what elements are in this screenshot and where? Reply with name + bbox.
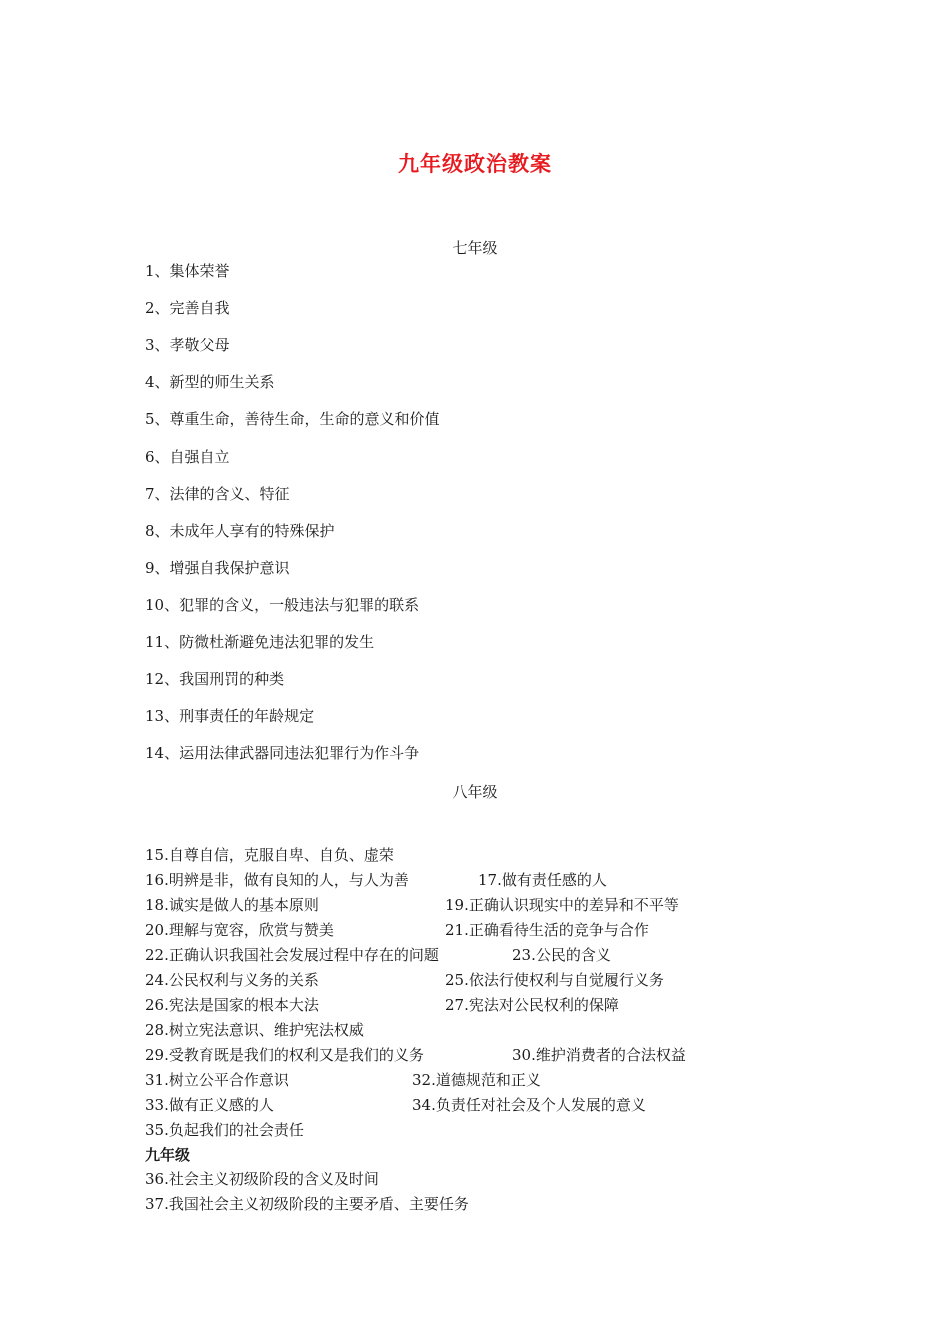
grade8-item: 26.宪法是国家的根本大法 bbox=[145, 996, 319, 1014]
grade7-item: 11、防微杜渐避免违法犯罪的发生 bbox=[145, 633, 375, 651]
grade8-item: 19.正确认识现实中的差异和不平等 bbox=[445, 896, 679, 914]
grade8-item: 34.负责任对社会及个人发展的意义 bbox=[412, 1096, 646, 1114]
grade8-heading: 八年级 bbox=[452, 783, 498, 801]
grade7-item: 10、犯罪的含义，一般违法与犯罪的联系 bbox=[145, 595, 420, 614]
grade8-item: 15.自尊自信，克服自卑、自负、虚荣 bbox=[145, 846, 394, 864]
grade7-item: 8、未成年人享有的特殊保护 bbox=[145, 521, 335, 540]
grade7-item: 1、集体荣誉 bbox=[145, 262, 230, 280]
grade9-item: 37.我国社会主义初级阶段的主要矛盾、主要任务 bbox=[145, 1195, 469, 1213]
grade7-item: 12、我国刑罚的种类 bbox=[145, 670, 285, 689]
grade8-item: 35.负起我们的社会责任 bbox=[145, 1121, 304, 1139]
grade7-item: 4、新型的师生关系 bbox=[145, 373, 275, 392]
grade8-item: 33.做有正义感的人 bbox=[145, 1096, 274, 1114]
grade9-item: 36.社会主义初级阶段的含义及时间 bbox=[145, 1170, 379, 1188]
grade9-heading: 九年级 bbox=[145, 1146, 191, 1164]
grade7-item: 13、刑事责任的年龄规定 bbox=[145, 707, 315, 726]
grade8-item: 31.树立公平合作意识 bbox=[145, 1071, 289, 1089]
grade7-item: 14、运用法律武器同违法犯罪行为作斗争 bbox=[145, 744, 420, 763]
grade8-item: 27.宪法对公民权利的保障 bbox=[445, 996, 619, 1014]
grade8-item: 17.做有责任感的人 bbox=[478, 871, 607, 889]
grade8-item: 30.维护消费者的合法权益 bbox=[512, 1046, 686, 1064]
grade7-heading: 七年级 bbox=[452, 239, 498, 257]
grade7-item: 3、孝敬父母 bbox=[145, 336, 230, 355]
grade8-item: 21.正确看待生活的竞争与合作 bbox=[445, 921, 649, 939]
grade8-item: 20.理解与宽容，欣赏与赞美 bbox=[145, 921, 334, 939]
document-title: 九年级政治教案 bbox=[398, 152, 552, 176]
grade7-item: 5、尊重生命，善待生命，生命的意义和价值 bbox=[145, 410, 440, 429]
grade8-item: 22.正确认识我国社会发展过程中存在的问题 bbox=[145, 946, 439, 964]
grade7-item: 6、自强自立 bbox=[145, 447, 230, 466]
grade8-item: 24.公民权利与义务的关系 bbox=[145, 971, 319, 989]
grade8-item: 29.受教育既是我们的权利又是我们的义务 bbox=[145, 1046, 424, 1064]
grade7-item: 7、法律的含义、特征 bbox=[145, 484, 290, 503]
grade8-item: 25.依法行使权利与自觉履行义务 bbox=[445, 971, 664, 989]
grade8-item: 23.公民的含义 bbox=[512, 946, 611, 964]
grade7-item: 2、完善自我 bbox=[145, 299, 230, 318]
grade8-item: 32.道德规范和正义 bbox=[412, 1071, 541, 1089]
grade8-item: 16.明辨是非，做有良知的人，与人为善 bbox=[145, 871, 409, 889]
grade7-item: 9、增强自我保护意识 bbox=[145, 558, 290, 577]
grade8-item: 28.树立宪法意识、维护宪法权威 bbox=[145, 1021, 364, 1039]
grade8-item: 18.诚实是做人的基本原则 bbox=[145, 896, 319, 914]
